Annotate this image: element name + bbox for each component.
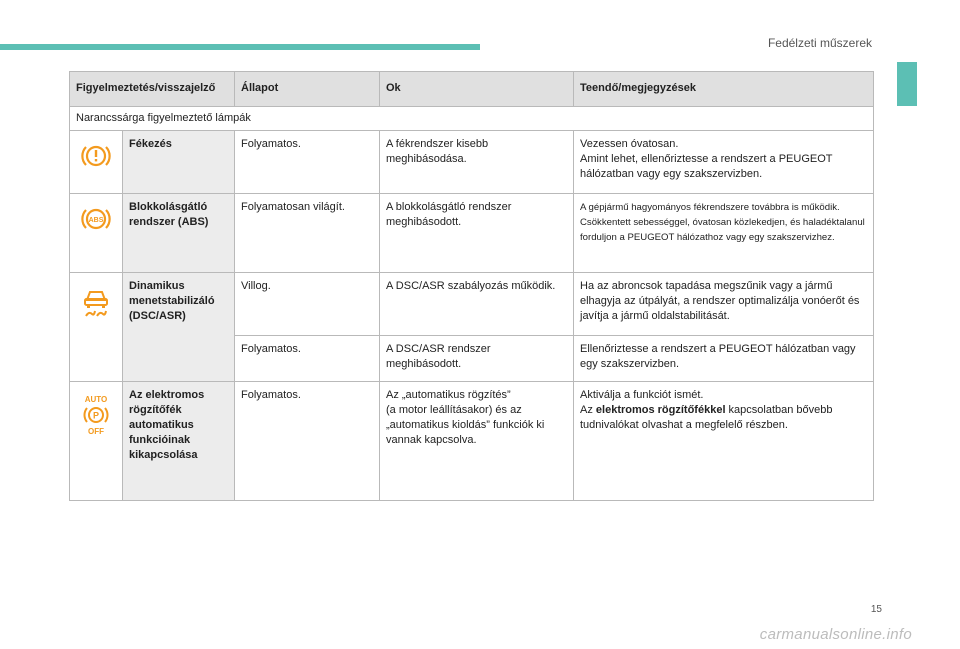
indicator-name-cell: [123, 382, 235, 501]
action-cell: A gépjármű hagyományos fékrendszere továbbra is működik. Csökkentett sebességgel, óvatosan közlekedjen, és haladéktalanul forduljon a PEUGEOT hálózathoz vagy egy szakszervizhez.: [574, 194, 874, 273]
col-header-action: Teendő/megjegyzések: [574, 72, 874, 107]
icon-cell: [70, 382, 123, 501]
cause-cell: Az „automatikus rögzítés” (a motor leállításakor) és az „automatikus kioldás” funkciók ki vannak kapcsolva.: [380, 382, 574, 501]
category-label: Narancssárga figyelmeztető lámpák: [70, 107, 874, 131]
action-text: Aktiválja a funkciót ismét. Az: [580, 389, 704, 416]
dsc-asr-icon: [81, 285, 111, 319]
indicator-name-cell: [123, 194, 235, 273]
state-cell: Villog.: [235, 273, 380, 336]
warning-lights-table: [69, 71, 874, 501]
indicator-name-cell: [123, 131, 235, 194]
indicator-name: Blokkolásgátló rendszer (ABS): [129, 201, 209, 228]
table-row: [70, 273, 874, 336]
state-cell: Folyamatos.: [235, 336, 380, 382]
action-text-cont: kapcsolatban bővebb tudnivalókat olvashat a megfelelő részben.: [580, 404, 833, 431]
cause-cell: A blokkolásgátló rendszer meghibásodott.: [380, 194, 574, 273]
watermark: carmanualsonline.info: [759, 626, 912, 643]
action-cell: Vezessen óvatosan. Amint lehet, ellenőriztesse a rendszert a PEUGEOT hálózatban vagy egy szakszervizben.: [574, 131, 874, 194]
state-cell: Folyamatosan világít.: [235, 194, 380, 273]
page-number: 15: [870, 604, 882, 615]
icon-cell: [70, 273, 123, 382]
svg-text:P: P: [92, 410, 100, 421]
auto-parking-brake-off-icon: [80, 394, 112, 436]
indicator-name-cell: [123, 273, 235, 382]
table-header-row: [70, 72, 874, 107]
action-cell: [574, 382, 874, 501]
state-cell: Folyamatos.: [235, 131, 380, 194]
table-row: [70, 194, 874, 273]
section-title: Fedélzeti műszerek: [767, 36, 872, 50]
brake-warning-icon: [81, 143, 111, 169]
auto-label: AUTO: [84, 395, 108, 404]
icon-cell: [70, 194, 123, 273]
action-bold-term: elektromos rögzítőfékkel: [595, 404, 726, 416]
abs-icon: [81, 206, 111, 232]
cause-cell: A fékrendszer kisebb meghibásodása.: [380, 131, 574, 194]
state-cell: Folyamatos.: [235, 382, 380, 501]
category-row: [70, 107, 874, 131]
action-cell: Ellenőriztesse a rendszert a PEUGEOT hálózatban vagy egy szakszervizben.: [574, 336, 874, 382]
cause-cell: A DSC/ASR szabályozás működik.: [380, 273, 574, 336]
svg-text:ABS: ABS: [88, 217, 104, 224]
off-label: OFF: [88, 427, 104, 436]
indicator-name: Fékezés: [129, 138, 172, 150]
action-cell: Ha az abroncsok tapadása megszűnik vagy a jármű elhagyja az útpályát, a rendszer optimalizálja vonóerőt és javítja a jármű oldalstabilitását.: [574, 273, 874, 336]
icon-cell: [70, 131, 123, 194]
col-header-indicator: Figyelmeztetés/visszajelző: [70, 72, 235, 107]
chapter-marker: [897, 62, 917, 106]
col-header-cause: Ok: [380, 72, 574, 107]
cause-cell: A DSC/ASR rendszer meghibásodott.: [380, 336, 574, 382]
top-accent-bar: [0, 44, 480, 50]
indicator-name: Dinamikus menetstabilizáló (DSC/ASR): [129, 280, 215, 322]
col-header-state: Állapot: [235, 72, 380, 107]
table-row: [70, 382, 874, 501]
table-row: [70, 131, 874, 194]
indicator-name: Az elektromos rögzítőfék automatikus funkcióinak kikapcsolása: [129, 389, 205, 461]
